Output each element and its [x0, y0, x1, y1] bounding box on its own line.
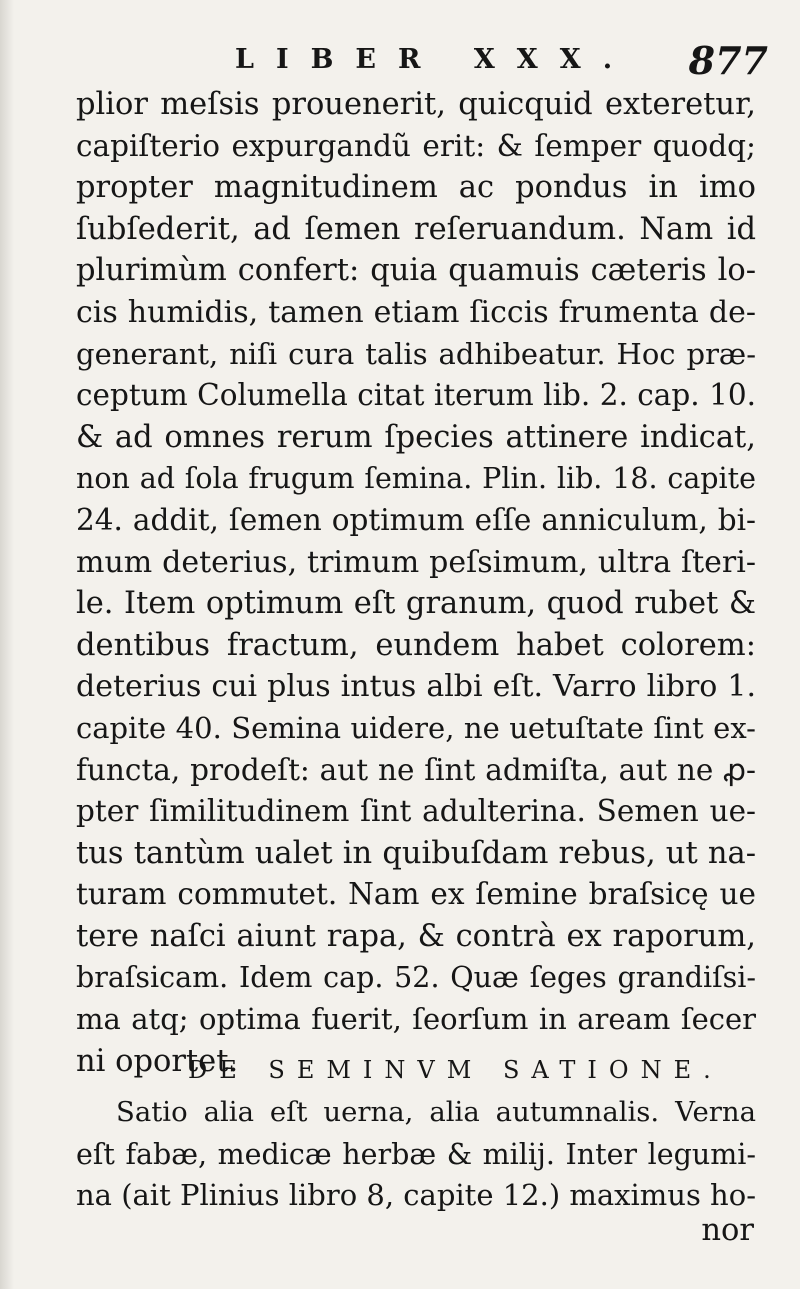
text-line: ni oportet.: [76, 1043, 239, 1079]
text-line: capiſterio expurgandũ erit: & ſemper quodq;: [76, 128, 756, 163]
text-line: generant, niſi cura talis adhibeatur. Hoc præ-: [76, 336, 756, 371]
catchword: nor: [701, 1213, 754, 1248]
text-line: eſt fabæ, medicæ herbæ & milij. Inter legumi-: [76, 1137, 756, 1171]
text-line: plior meſsis prouenerit, quicquid exteretur,: [76, 87, 756, 122]
section-heading: DE SEMINVM SATIONE.: [188, 1056, 723, 1084]
text-line: functa, prodeſt: aut ne ſint admiſta, aut ne ꝓ-: [76, 752, 756, 787]
text-line: capite 40. Semina uidere, ne uetuſtate ſint ex-: [76, 710, 756, 745]
section-text-block: [76, 1092, 756, 1217]
text-line: ma atq; optima fuerit, ſeorſum in aream ſecer: [76, 1002, 756, 1037]
text-line: plurimùm confert: quia quamuis cæteris lo-: [76, 253, 756, 289]
text-line: Satio alia eſt uerna, alia autumnalis. Verna: [116, 1096, 756, 1128]
text-line: non ad ſola frugum ſemina. Plin. lib. 18. capite: [76, 462, 756, 496]
text-line: le. Item optimum eſt granum, quod rubet &: [76, 586, 756, 622]
text-line: turam commutet. Nam ex ſemine braſsicę ue: [76, 877, 756, 912]
text-line: dentibus fractum, eundem habet colorem:: [76, 627, 756, 663]
text-line: cis humidis, tamen etiam ſiccis frumenta de-: [76, 294, 756, 330]
text-line: mum deterius, trimum peſsimum, ultra ſteri-: [76, 544, 756, 580]
text-line: & ad omnes rerum ſpecies attinere indicat,: [76, 419, 756, 455]
text-line: na (ait Plinius libro 8, capite 12.) maximus ho-: [76, 1178, 756, 1213]
text-line: braſsicam. Idem cap. 52. Quæ ſeges grandiſsi-: [76, 961, 756, 995]
text-line: deterius cui plus intus albi eſt. Varro libro 1.: [76, 669, 756, 705]
page-gutter-shadow: [0, 0, 14, 1289]
text-line: 24. addit, ſemen optimum eſſe anniculum, bi-: [76, 502, 756, 537]
text-line: tus tantùm ualet in quibuſdam rebus, ut na-: [76, 835, 756, 871]
running-head: [0, 38, 800, 88]
text-line: propter magnitudinem ac pondus in imo: [76, 170, 756, 206]
text-line: ceptum Columella citat iterum lib. 2. cap. 10.: [76, 378, 756, 413]
running-title: LIBER XXX.: [235, 44, 635, 75]
text-line: pter ſimilitudinem ſint adulterina. Semen ue-: [76, 794, 756, 829]
text-line: tere naſci aiunt rapa, & contrà ex raporum,: [76, 918, 756, 954]
page-number: 877: [688, 38, 768, 83]
main-text-block: [76, 84, 756, 1082]
text-line: ſubſederit, ad ſemen reſeruandum. Nam id: [76, 211, 756, 247]
